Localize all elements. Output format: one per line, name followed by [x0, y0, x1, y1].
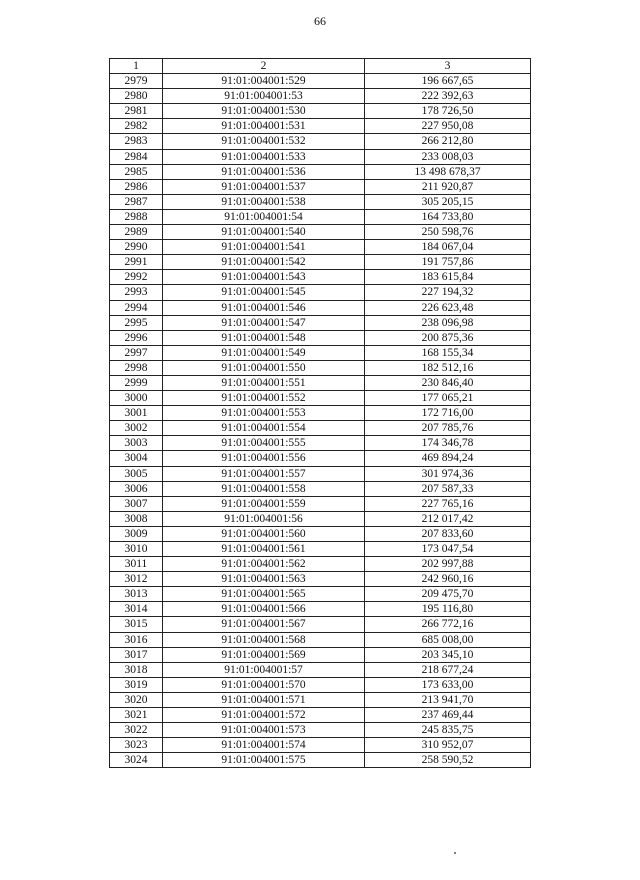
value-cell: 211 920,87 — [365, 179, 531, 194]
row-number-cell: 3011 — [110, 557, 163, 572]
value-cell: 213 941,70 — [365, 692, 531, 707]
value-cell: 196 667,65 — [365, 74, 531, 89]
row-number-cell: 2997 — [110, 345, 163, 360]
table-header-row — [110, 59, 531, 74]
table-row — [110, 300, 531, 315]
cadastral-number-cell: 91:01:004001:562 — [163, 557, 365, 572]
cadastral-number-cell: 91:01:004001:561 — [163, 542, 365, 557]
value-cell: 184 067,04 — [365, 240, 531, 255]
value-cell: 227 950,08 — [365, 119, 531, 134]
row-number-cell: 2999 — [110, 375, 163, 390]
column-header-1: 1 — [110, 59, 163, 74]
table-row — [110, 270, 531, 285]
row-number-cell: 3023 — [110, 738, 163, 753]
table-row — [110, 662, 531, 677]
row-number-cell: 3019 — [110, 677, 163, 692]
cadastral-number-cell: 91:01:004001:538 — [163, 194, 365, 209]
row-number-cell: 2980 — [110, 89, 163, 104]
row-number-cell: 3014 — [110, 602, 163, 617]
value-cell: 174 346,78 — [365, 436, 531, 451]
row-number-cell: 3022 — [110, 723, 163, 738]
row-number-cell: 2988 — [110, 209, 163, 224]
table-row — [110, 708, 531, 723]
cadastral-number-cell: 91:01:004001:559 — [163, 496, 365, 511]
table-row — [110, 677, 531, 692]
cadastral-number-cell: 91:01:004001:574 — [163, 738, 365, 753]
value-cell: 237 469,44 — [365, 708, 531, 723]
value-cell: 301 974,36 — [365, 466, 531, 481]
table-row — [110, 511, 531, 526]
row-number-cell: 2994 — [110, 300, 163, 315]
value-cell: 233 008,03 — [365, 149, 531, 164]
table-row — [110, 104, 531, 119]
row-number-cell: 3017 — [110, 647, 163, 662]
row-number-cell: 3021 — [110, 708, 163, 723]
cadastral-number-cell: 91:01:004001:572 — [163, 708, 365, 723]
table-row — [110, 255, 531, 270]
cadastral-number-cell: 91:01:004001:530 — [163, 104, 365, 119]
value-cell: 227 194,32 — [365, 285, 531, 300]
cadastral-number-cell: 91:01:004001:571 — [163, 692, 365, 707]
cadastral-number-cell: 91:01:004001:558 — [163, 481, 365, 496]
table-row — [110, 572, 531, 587]
cadastral-number-cell: 91:01:004001:566 — [163, 602, 365, 617]
table-row — [110, 391, 531, 406]
table-row — [110, 375, 531, 390]
page-number: 66 — [314, 14, 326, 28]
row-number-cell: 2995 — [110, 315, 163, 330]
cadastral-number-cell: 91:01:004001:543 — [163, 270, 365, 285]
table-row — [110, 738, 531, 753]
cadastral-number-cell: 91:01:004001:565 — [163, 587, 365, 602]
row-number-cell: 3004 — [110, 451, 163, 466]
cadastral-number-cell: 91:01:004001:575 — [163, 753, 365, 768]
value-cell: 173 633,00 — [365, 677, 531, 692]
value-cell: 203 345,10 — [365, 647, 531, 662]
row-number-cell: 2996 — [110, 330, 163, 345]
row-number-cell: 2985 — [110, 164, 163, 179]
cadastral-number-cell: 91:01:004001:573 — [163, 723, 365, 738]
row-number-cell: 3009 — [110, 526, 163, 541]
cadastral-number-cell: 91:01:004001:569 — [163, 647, 365, 662]
row-number-cell: 2986 — [110, 179, 163, 194]
row-number-cell: 2981 — [110, 104, 163, 119]
value-cell: 226 623,48 — [365, 300, 531, 315]
value-cell: 172 716,00 — [365, 406, 531, 421]
table-row — [110, 723, 531, 738]
row-number-cell: 3002 — [110, 421, 163, 436]
row-number-cell: 2993 — [110, 285, 163, 300]
table-row — [110, 421, 531, 436]
cadastral-number-cell: 91:01:004001:550 — [163, 360, 365, 375]
cadastral-number-cell: 91:01:004001:553 — [163, 406, 365, 421]
row-number-cell: 3016 — [110, 632, 163, 647]
cadastral-number-cell: 91:01:004001:549 — [163, 345, 365, 360]
value-cell: 195 116,80 — [365, 602, 531, 617]
data-table — [109, 58, 531, 768]
table-row — [110, 632, 531, 647]
row-number-cell: 3012 — [110, 572, 163, 587]
table-row — [110, 119, 531, 134]
cadastral-number-cell: 91:01:004001:560 — [163, 526, 365, 541]
value-cell: 245 835,75 — [365, 723, 531, 738]
cadastral-number-cell: 91:01:004001:54 — [163, 209, 365, 224]
row-number-cell: 3008 — [110, 511, 163, 526]
value-cell: 207 785,76 — [365, 421, 531, 436]
cadastral-number-cell: 91:01:004001:53 — [163, 89, 365, 104]
table-row — [110, 466, 531, 481]
row-number-cell: 2991 — [110, 255, 163, 270]
row-number-cell: 3010 — [110, 542, 163, 557]
value-cell: 13 498 678,37 — [365, 164, 531, 179]
row-number-cell: 2982 — [110, 119, 163, 134]
value-cell: 250 598,76 — [365, 225, 531, 240]
cadastral-number-cell: 91:01:004001:547 — [163, 315, 365, 330]
value-cell: 242 960,16 — [365, 572, 531, 587]
cadastral-number-cell: 91:01:004001:541 — [163, 240, 365, 255]
value-cell: 218 677,24 — [365, 662, 531, 677]
table-row — [110, 315, 531, 330]
row-number-cell: 2992 — [110, 270, 163, 285]
table-body — [110, 74, 531, 768]
table-row — [110, 557, 531, 572]
table-row — [110, 692, 531, 707]
cadastral-number-cell: 91:01:004001:568 — [163, 632, 365, 647]
row-number-cell: 2998 — [110, 360, 163, 375]
row-number-cell: 3001 — [110, 406, 163, 421]
value-cell: 238 096,98 — [365, 315, 531, 330]
cadastral-number-cell: 91:01:004001:556 — [163, 451, 365, 466]
cadastral-number-cell: 91:01:004001:557 — [163, 466, 365, 481]
table-row — [110, 587, 531, 602]
table-row — [110, 179, 531, 194]
table-row — [110, 542, 531, 557]
table-row — [110, 240, 531, 255]
value-cell: 182 512,16 — [365, 360, 531, 375]
value-cell: 183 615,84 — [365, 270, 531, 285]
table-row — [110, 194, 531, 209]
row-number-cell: 3018 — [110, 662, 163, 677]
table-row — [110, 602, 531, 617]
cadastral-number-cell: 91:01:004001:533 — [163, 149, 365, 164]
cadastral-number-cell: 91:01:004001:536 — [163, 164, 365, 179]
value-cell: 227 765,16 — [365, 496, 531, 511]
table-row — [110, 209, 531, 224]
row-number-cell: 2983 — [110, 134, 163, 149]
table-row — [110, 753, 531, 768]
stray-mark — [454, 852, 456, 854]
cadastral-number-cell: 91:01:004001:537 — [163, 179, 365, 194]
cadastral-number-cell: 91:01:004001:548 — [163, 330, 365, 345]
cadastral-number-cell: 91:01:004001:567 — [163, 617, 365, 632]
table-row — [110, 225, 531, 240]
table-row — [110, 617, 531, 632]
row-number-cell: 3000 — [110, 391, 163, 406]
table-row — [110, 345, 531, 360]
row-number-cell: 3006 — [110, 481, 163, 496]
column-header-3: 3 — [365, 59, 531, 74]
cadastral-number-cell: 91:01:004001:56 — [163, 511, 365, 526]
value-cell: 177 065,21 — [365, 391, 531, 406]
table-row — [110, 134, 531, 149]
value-cell: 209 475,70 — [365, 587, 531, 602]
value-cell: 230 846,40 — [365, 375, 531, 390]
table-row — [110, 526, 531, 541]
cadastral-number-cell: 91:01:004001:554 — [163, 421, 365, 436]
cadastral-number-cell: 91:01:004001:545 — [163, 285, 365, 300]
value-cell: 191 757,86 — [365, 255, 531, 270]
value-cell: 305 205,15 — [365, 194, 531, 209]
row-number-cell: 2979 — [110, 74, 163, 89]
cadastral-number-cell: 91:01:004001:552 — [163, 391, 365, 406]
cadastral-number-cell: 91:01:004001:532 — [163, 134, 365, 149]
cadastral-number-cell: 91:01:004001:555 — [163, 436, 365, 451]
value-cell: 469 894,24 — [365, 451, 531, 466]
table-row — [110, 406, 531, 421]
table-row — [110, 330, 531, 345]
value-cell: 258 590,52 — [365, 753, 531, 768]
value-cell: 685 008,00 — [365, 632, 531, 647]
value-cell: 207 833,60 — [365, 526, 531, 541]
value-cell: 178 726,50 — [365, 104, 531, 119]
table-row — [110, 647, 531, 662]
row-number-cell: 2990 — [110, 240, 163, 255]
row-number-cell: 2989 — [110, 225, 163, 240]
row-number-cell: 3005 — [110, 466, 163, 481]
value-cell: 202 997,88 — [365, 557, 531, 572]
value-cell: 164 733,80 — [365, 209, 531, 224]
row-number-cell: 3020 — [110, 692, 163, 707]
value-cell: 168 155,34 — [365, 345, 531, 360]
table-row — [110, 74, 531, 89]
table-row — [110, 451, 531, 466]
row-number-cell: 3003 — [110, 436, 163, 451]
value-cell: 212 017,42 — [365, 511, 531, 526]
value-cell: 266 212,80 — [365, 134, 531, 149]
row-number-cell: 2987 — [110, 194, 163, 209]
row-number-cell: 3013 — [110, 587, 163, 602]
table-row — [110, 360, 531, 375]
row-number-cell: 3015 — [110, 617, 163, 632]
cadastral-number-cell: 91:01:004001:531 — [163, 119, 365, 134]
row-number-cell: 3024 — [110, 753, 163, 768]
table-row — [110, 496, 531, 511]
table-row — [110, 89, 531, 104]
table-row — [110, 285, 531, 300]
row-number-cell: 3007 — [110, 496, 163, 511]
value-cell: 310 952,07 — [365, 738, 531, 753]
value-cell: 266 772,16 — [365, 617, 531, 632]
cadastral-number-cell: 91:01:004001:542 — [163, 255, 365, 270]
cadastral-number-cell: 91:01:004001:563 — [163, 572, 365, 587]
cadastral-number-cell: 91:01:004001:570 — [163, 677, 365, 692]
table-row — [110, 481, 531, 496]
cadastral-number-cell: 91:01:004001:546 — [163, 300, 365, 315]
cadastral-number-cell: 91:01:004001:540 — [163, 225, 365, 240]
cadastral-number-cell: 91:01:004001:529 — [163, 74, 365, 89]
value-cell: 207 587,33 — [365, 481, 531, 496]
table-row — [110, 149, 531, 164]
value-cell: 200 875,36 — [365, 330, 531, 345]
value-cell: 222 392,63 — [365, 89, 531, 104]
table-row — [110, 436, 531, 451]
table-row — [110, 164, 531, 179]
value-cell: 173 047,54 — [365, 542, 531, 557]
row-number-cell: 2984 — [110, 149, 163, 164]
cadastral-number-cell: 91:01:004001:551 — [163, 375, 365, 390]
column-header-2: 2 — [163, 59, 365, 74]
cadastral-number-cell: 91:01:004001:57 — [163, 662, 365, 677]
